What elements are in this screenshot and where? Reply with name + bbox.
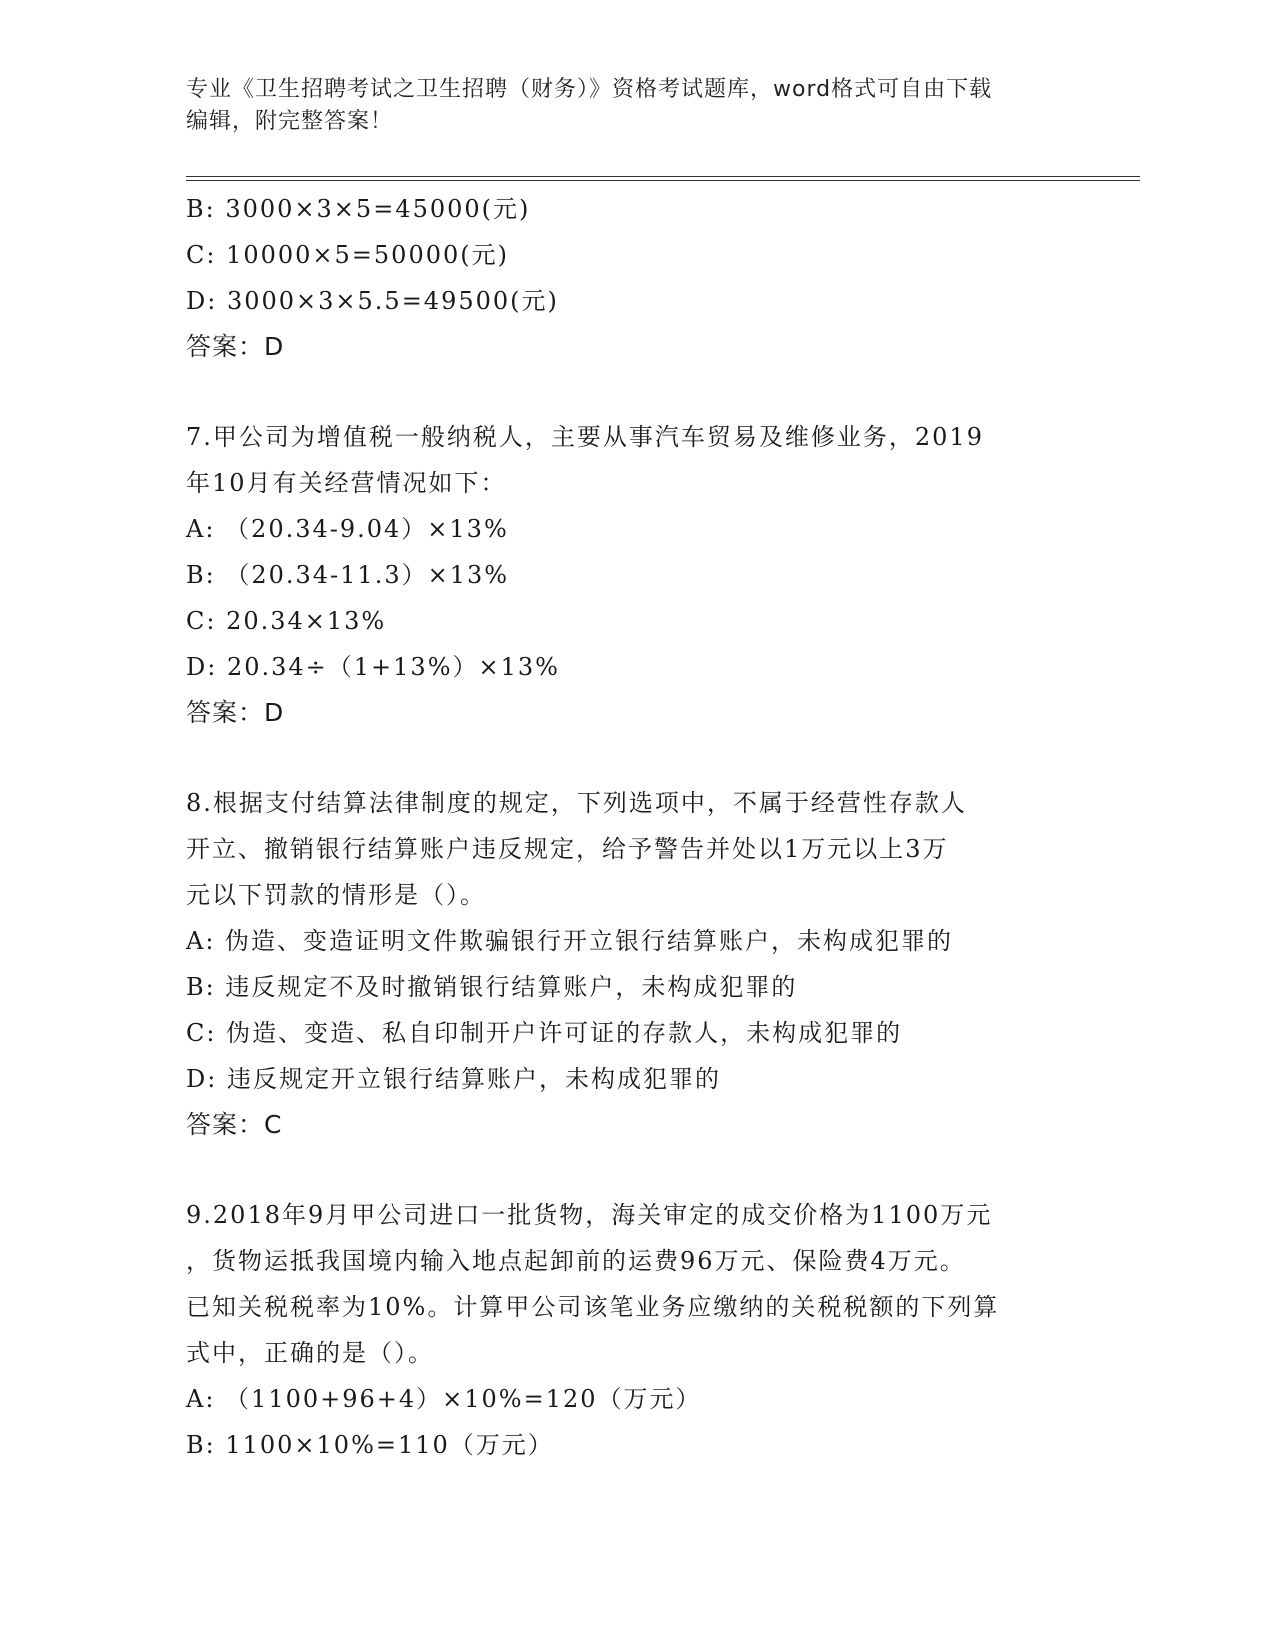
- q7-option-d: D: 20.34÷（1+13%）×13%: [186, 653, 560, 681]
- header-divider-bottom: [186, 180, 1140, 181]
- q8-answer: 答案：C: [186, 1110, 283, 1139]
- q8-stem-line-1: 8.根据支付结算法律制度的规定，下列选项中，不属于经营性存款人: [186, 789, 967, 817]
- q8-option-c: C: 伪造、变造、私自印制开户许可证的存款人，未构成犯罪的: [186, 1019, 903, 1047]
- q7-stem-line-2: 年10月有关经营情况如下：: [186, 469, 507, 497]
- q7-option-c: C: 20.34×13%: [186, 607, 387, 635]
- q6-option-c: C: 10000×5=50000(元): [186, 241, 509, 269]
- question-7: [186, 414, 1086, 736]
- q6-option-b: B: 3000×3×5=45000(元): [186, 195, 531, 223]
- q9-stem-line-1: 9.2018年9月甲公司进口一批货物，海关审定的成交价格为1100万元: [186, 1201, 993, 1229]
- q8-option-d: D: 违反规定开立银行结算账户，未构成犯罪的: [186, 1065, 721, 1093]
- q6-answer: 答案：D: [186, 332, 285, 361]
- header-divider-top: [186, 176, 1140, 177]
- question-6: [186, 186, 1086, 370]
- document-header: [186, 74, 1066, 138]
- q8-stem-line-2: 开立、撤销银行结算账户违反规定，给予警告并处以1万元以上3万: [186, 835, 949, 863]
- header-line-1: 专业《卫生招聘考试之卫生招聘（财务）》资格考试题库，word格式可自由下载: [186, 77, 993, 102]
- q9-option-a: A: （1100+96+4）×10%=120（万元）: [186, 1385, 702, 1413]
- question-8: [186, 780, 1086, 1148]
- q9-stem-line-2: ，货物运抵我国境内输入地点起卸前的运费96万元、保险费4万元。: [186, 1247, 966, 1275]
- q9-stem-line-3: 已知关税税率为10%。计算甲公司该笔业务应缴纳的关税税额的下列算: [186, 1293, 1000, 1321]
- q9-option-b: B: 1100×10%=110（万元）: [186, 1431, 554, 1459]
- q9-stem-line-4: 式中，正确的是（）。: [186, 1339, 434, 1367]
- question-content: [186, 186, 1086, 1468]
- question-9: [186, 1192, 1086, 1468]
- q7-answer: 答案：D: [186, 698, 285, 727]
- q7-option-b: B: （20.34-11.3）×13%: [186, 561, 510, 589]
- q6-option-d: D: 3000×3×5.5=49500(元): [186, 287, 559, 315]
- q7-stem-line-1: 7.甲公司为增值税一般纳税人，主要从事汽车贸易及维修业务，2019: [186, 423, 984, 451]
- q8-stem-line-3: 元以下罚款的情形是（）。: [186, 881, 486, 909]
- header-line-2: 编辑，附完整答案！: [186, 109, 394, 134]
- q8-option-b: B: 违反规定不及时撤销银行结算账户，未构成犯罪的: [186, 973, 798, 1001]
- q7-option-a: A: （20.34-9.04）×13%: [186, 515, 509, 543]
- q8-option-a: A: 伪造、变造证明文件欺骗银行开立银行结算账户，未构成犯罪的: [186, 927, 954, 955]
